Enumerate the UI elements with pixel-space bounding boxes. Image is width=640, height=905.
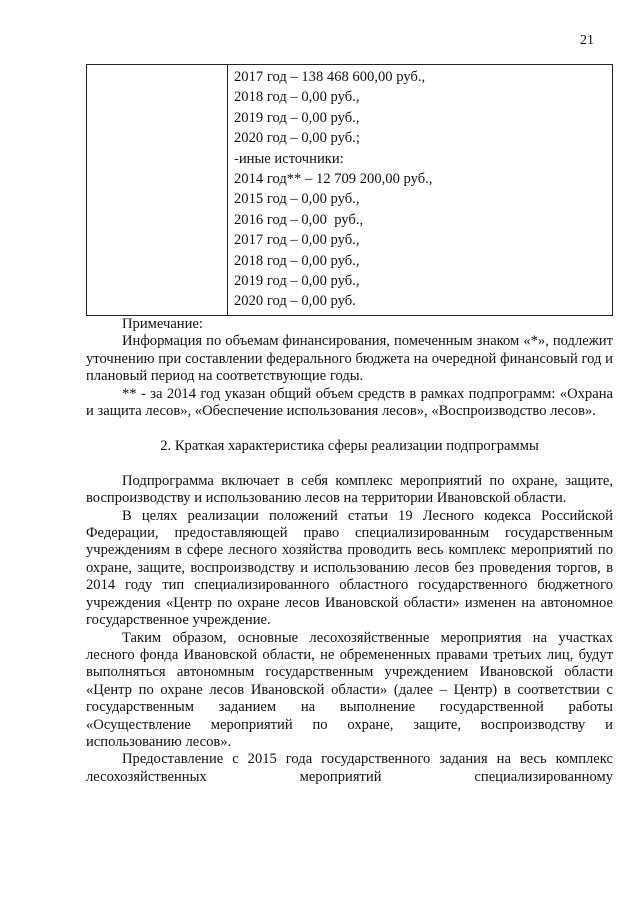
note-2: ** - за 2014 год указан общий объем средств в рамках подпрограмм: «Охрана и защита лесов», «Обеспечение использования лесов», «Воспроизводство лесов». xyxy=(86,385,613,420)
financing-line: 2020 год – 0,00 руб. xyxy=(234,293,356,310)
financing-line: -иные источники: xyxy=(234,150,344,167)
section-heading: 2. Краткая характеристика сферы реализации подпрограммы xyxy=(160,438,539,455)
financing-line: 2018 год – 0,00 руб., xyxy=(234,89,360,106)
financing-line: 2014 год** – 12 709 200,00 руб., xyxy=(234,171,433,188)
financing-line: 2020 год – 0,00 руб.; xyxy=(234,130,360,147)
notes-title: Примечание: xyxy=(122,316,203,332)
financing-line: 2019 год – 0,00 руб., xyxy=(234,273,360,290)
financing-line: 2017 год – 0,00 руб., xyxy=(234,232,360,249)
financing-line: 2017 год – 138 468 600,00 руб., xyxy=(234,69,426,85)
financing-line: 2018 год – 0,00 руб., xyxy=(234,252,360,269)
financing-table xyxy=(86,64,613,316)
table-right-cell xyxy=(228,65,432,315)
financing-line: 2019 год – 0,00 руб., xyxy=(234,109,360,126)
financing-line: 2016 год – 0,00 руб., xyxy=(234,211,364,228)
page-number: 21 xyxy=(580,33,594,48)
note-1: Информация по объемам финансирования, помеченным знаком «*», подлежит уточнению при составлении федерального бюджета на очередной финансовый год и плановый период на соответствующие годы. xyxy=(86,333,613,385)
financing-line: 2015 год – 0,00 руб., xyxy=(234,191,360,208)
section-paragraph-2: В целях реализации положений статьи 19 Лесного кодекса Российской Федерации, предоставляющей право специализированным государственным учреждениям в сфере лесного хозяйства проводить весь комплекс мероприятий по охране, защите, воспроизводству и использованию лесов без проведения торгов, в 2014 году тип специализированного областного государственного бюджетного учреждения «Центр по охране лесов Ивановской области» изменен на автономное государственное учреждение. xyxy=(86,507,613,629)
section-paragraph-3: Таким образом, основные лесохозяйственные мероприятия на участках лесного фонда Ивановской области, не обремененных правами третьих лиц, будут выполняться автономным государственным учреждением Ивановской области «Центр по охране лесов Ивановской области» (далее – Центр) в соответствии с государственным заданием на выполнение государственной работы «Осуществление мероприятий по охране, защите, воспроизводству и использованию лесов». xyxy=(86,629,613,750)
section-paragraph-1: Подпрограмма включает в себя комплекс мероприятий по охране, защите, воспроизводству и использованию лесов на территории Ивановской области. xyxy=(86,472,613,507)
section-paragraph-4: Предоставление с 2015 года государственного задания на весь комплекс лесохозяйственных мероприятий специализированному xyxy=(86,751,613,785)
document-body xyxy=(86,316,613,786)
table-left-cell xyxy=(87,65,228,315)
